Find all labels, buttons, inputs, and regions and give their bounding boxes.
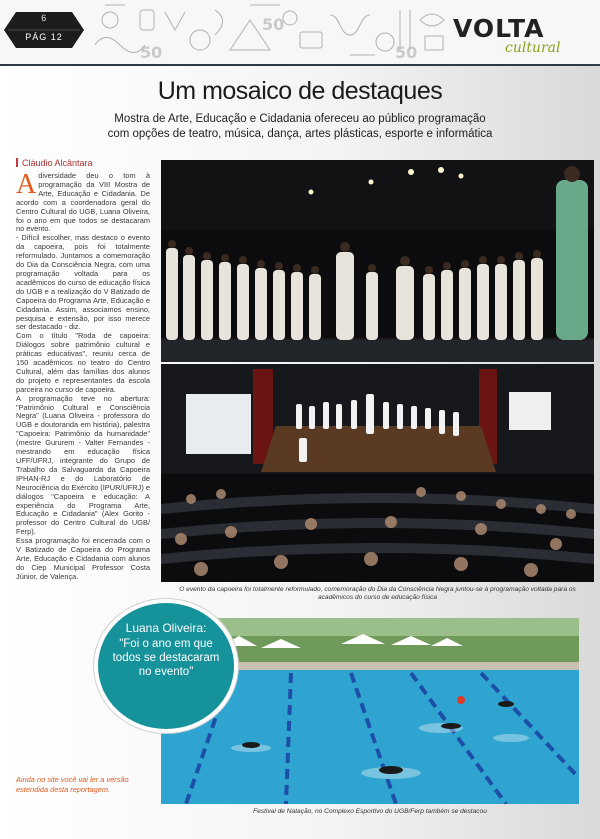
paragraph-4: A programação teve no abertura: "Patrimônio Cultural e Consciência Negra" (Luana Oliveira - professora do UGB e doutoranda em história), palestra "Capoeira: Patrimônio da humanidade" (mestre Gururem - Valter Fernandes - mestrando em educação física UFF/UFRJ, integrante do Grupo de Trabalho da Salvaguarda da Capoeira IPHAN-RJ e do Laboratório de Neurociência do Exército (IPUR/UFRJ) e diálogos "Capoeira e educação: A experiência do Programa Arte, Educação e Cidadania" (Alex Gorito - professor do Centro Cultural do UGB/ Ferp). [16, 393, 150, 537]
photo-capoeira-stage [161, 160, 594, 362]
web-note: Ainda no site você vai ler a versão estendida desta reportagem. [16, 775, 129, 794]
paragraph-5: Essa programação foi encerrada com o V Batizado de Capoeira do Programa Arte, Educação e Cidadania com alunos do Ciep Municipal Professor Costa Júnior, de Valença. [16, 536, 150, 581]
caption-capoeira: O evento da capoeira foi totalmente reformulado, comemoração do Dia da Consciência Negra juntou-se à programação voltada para os acadêmicos do curso de educação física [179, 586, 576, 601]
paragraph-1 [16, 169, 150, 234]
photo-theatre-audience [161, 364, 594, 582]
svg-text:50: 50 [262, 15, 285, 34]
paragraph-1-text: diversidade deu o tom à programação da VIII Mostra de Arte, Educação e Cidadania. De acordo com a coordenadora geral do Centro Cultural do UGB, Luana Oliveira, foi o ano em que todos se destacaram no evento. [16, 171, 150, 234]
dropcap: A [16, 169, 37, 200]
article-title: Um mosaico de destaques [157, 77, 443, 105]
caption-swimming: Festival de Natação, no Complexo Esportivo do UGB/Ferp também se destacou [253, 808, 487, 815]
brand-subtitle: cultural [505, 40, 561, 56]
article-subtitle: Mostra de Arte, Educação e Cidadania ofereceu ao público programação com opções de teatro, música, dança, artes plásticas, esporte e informática [107, 113, 493, 140]
paragraph-3: Com o título "Roda de capoeira: Diálogos sobre patrimônio cultural e práticas educativas", reuniu cerca de 150 acadêmicos no teatro do Centro Cultural, além das famílias dos alunos do projeto e representantes da escola parceira no curso de capoeira. [16, 331, 150, 394]
brand-name: VOLTA [453, 14, 545, 43]
brand-logo [453, 14, 593, 64]
svg-text:50: 50 [395, 43, 418, 62]
quote-text: "Foi o ano em que todos se destacaram no evento" [112, 638, 220, 678]
article-body [16, 169, 150, 582]
quote-author: Luana Oliveira: [125, 621, 207, 635]
pull-quote [94, 599, 238, 733]
author-name: Cláudio Alcântara [22, 158, 93, 168]
page-number: 6 [41, 13, 47, 23]
paragraph-2: - Difícil escolher, mas destaco o evento da capoeira, pois foi totalmente reformulado. Juntamos a comemoração do Dia da Consciência Negra, com uma programação voltada para os acadêmicos do curso de educação física do UGB e a realização do V Batizado de Capoeira do Programa Arte, Educação e Cidadania. Assim, associamos ensino, pesquisa e extensão, por isso merece ser destacado - diz. [16, 233, 150, 332]
author-marker [16, 158, 18, 167]
page-header [0, 0, 600, 66]
page-label: PÁG 12 [25, 32, 63, 42]
header-divider [0, 64, 600, 66]
author-byline [16, 158, 93, 168]
svg-text:50: 50 [140, 43, 163, 62]
